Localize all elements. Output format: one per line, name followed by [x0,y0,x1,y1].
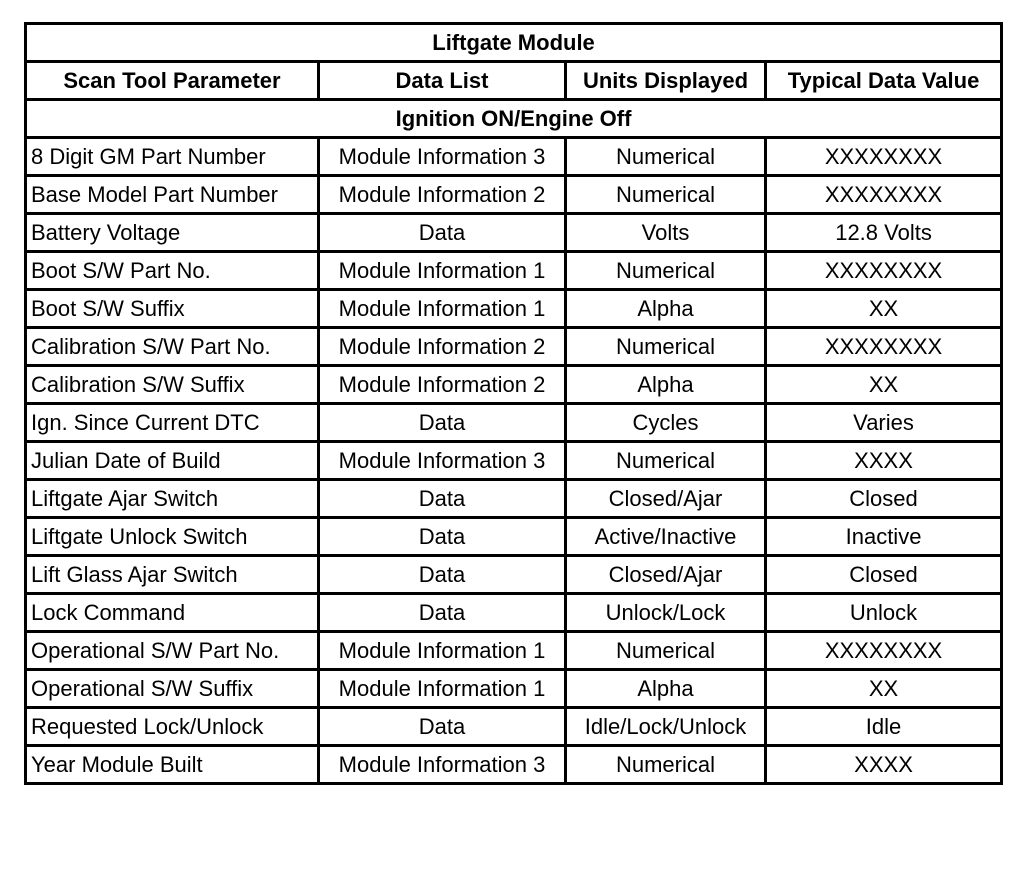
cell-data-list: Data [319,214,566,252]
cell-parameter: Battery Voltage [26,214,319,252]
cell-units: Alpha [566,290,766,328]
cell-typical-value: XXXXXXXX [766,328,1002,366]
cell-typical-value: XXXX [766,746,1002,784]
cell-typical-value: XXXX [766,442,1002,480]
cell-data-list: Data [319,404,566,442]
cell-typical-value: Unlock [766,594,1002,632]
document [24,22,1000,785]
cell-parameter: Calibration S/W Suffix [26,366,319,404]
cell-data-list: Module Information 3 [319,138,566,176]
cell-units: Numerical [566,252,766,290]
table-row [26,252,1002,290]
cell-parameter: Ign. Since Current DTC [26,404,319,442]
table-header-row [26,62,1002,100]
table-row [26,632,1002,670]
header-scan-tool-parameter: Scan Tool Parameter [26,62,319,100]
cell-typical-value: Closed [766,556,1002,594]
cell-typical-value: 12.8 Volts [766,214,1002,252]
table-row [26,214,1002,252]
cell-units: Numerical [566,176,766,214]
cell-typical-value: XXXXXXXX [766,138,1002,176]
table-row [26,556,1002,594]
cell-units: Alpha [566,670,766,708]
liftgate-module-table [24,22,1003,785]
cell-data-list: Module Information 1 [319,290,566,328]
cell-units: Alpha [566,366,766,404]
cell-typical-value: Idle [766,708,1002,746]
table-row [26,708,1002,746]
table-row [26,480,1002,518]
table-title: Liftgate Module [26,24,1002,62]
cell-data-list: Module Information 3 [319,746,566,784]
cell-units: Closed/Ajar [566,480,766,518]
header-typical-data-value: Typical Data Value [766,62,1002,100]
cell-units: Numerical [566,442,766,480]
cell-data-list: Data [319,518,566,556]
cell-units: Numerical [566,328,766,366]
cell-parameter: Boot S/W Part No. [26,252,319,290]
cell-parameter: Julian Date of Build [26,442,319,480]
cell-data-list: Data [319,556,566,594]
cell-units: Volts [566,214,766,252]
cell-data-list: Module Information 2 [319,366,566,404]
cell-data-list: Module Information 3 [319,442,566,480]
cell-typical-value: XXXXXXXX [766,632,1002,670]
table-row [26,670,1002,708]
header-data-list: Data List [319,62,566,100]
cell-units: Active/Inactive [566,518,766,556]
cell-typical-value: XX [766,670,1002,708]
cell-parameter: Lift Glass Ajar Switch [26,556,319,594]
cell-data-list: Module Information 2 [319,328,566,366]
cell-typical-value: XXXXXXXX [766,176,1002,214]
cell-parameter: Year Module Built [26,746,319,784]
cell-typical-value: XXXXXXXX [766,252,1002,290]
table-row [26,594,1002,632]
cell-data-list: Module Information 2 [319,176,566,214]
cell-typical-value: Inactive [766,518,1002,556]
table-row [26,176,1002,214]
cell-typical-value: XX [766,366,1002,404]
table-row [26,404,1002,442]
cell-parameter: 8 Digit GM Part Number [26,138,319,176]
cell-parameter: Calibration S/W Part No. [26,328,319,366]
cell-units: Numerical [566,632,766,670]
cell-parameter: Lock Command [26,594,319,632]
cell-units: Numerical [566,746,766,784]
cell-units: Closed/Ajar [566,556,766,594]
cell-units: Idle/Lock/Unlock [566,708,766,746]
table-row [26,518,1002,556]
cell-data-list: Data [319,594,566,632]
cell-data-list: Data [319,708,566,746]
cell-units: Cycles [566,404,766,442]
table-row [26,138,1002,176]
table-section-row [26,100,1002,138]
cell-parameter: Requested Lock/Unlock [26,708,319,746]
table-row [26,746,1002,784]
section-title: Ignition ON/Engine Off [26,100,1002,138]
cell-parameter: Liftgate Ajar Switch [26,480,319,518]
cell-typical-value: XX [766,290,1002,328]
table-row [26,328,1002,366]
table-row [26,366,1002,404]
cell-data-list: Data [319,480,566,518]
table-title-row [26,24,1002,62]
cell-parameter: Liftgate Unlock Switch [26,518,319,556]
cell-parameter: Operational S/W Suffix [26,670,319,708]
cell-units: Numerical [566,138,766,176]
cell-parameter: Operational S/W Part No. [26,632,319,670]
cell-data-list: Module Information 1 [319,632,566,670]
cell-parameter: Base Model Part Number [26,176,319,214]
cell-data-list: Module Information 1 [319,670,566,708]
table-row [26,442,1002,480]
table-row [26,290,1002,328]
cell-units: Unlock/Lock [566,594,766,632]
cell-parameter: Boot S/W Suffix [26,290,319,328]
header-units-displayed: Units Displayed [566,62,766,100]
cell-data-list: Module Information 1 [319,252,566,290]
cell-typical-value: Closed [766,480,1002,518]
cell-typical-value: Varies [766,404,1002,442]
